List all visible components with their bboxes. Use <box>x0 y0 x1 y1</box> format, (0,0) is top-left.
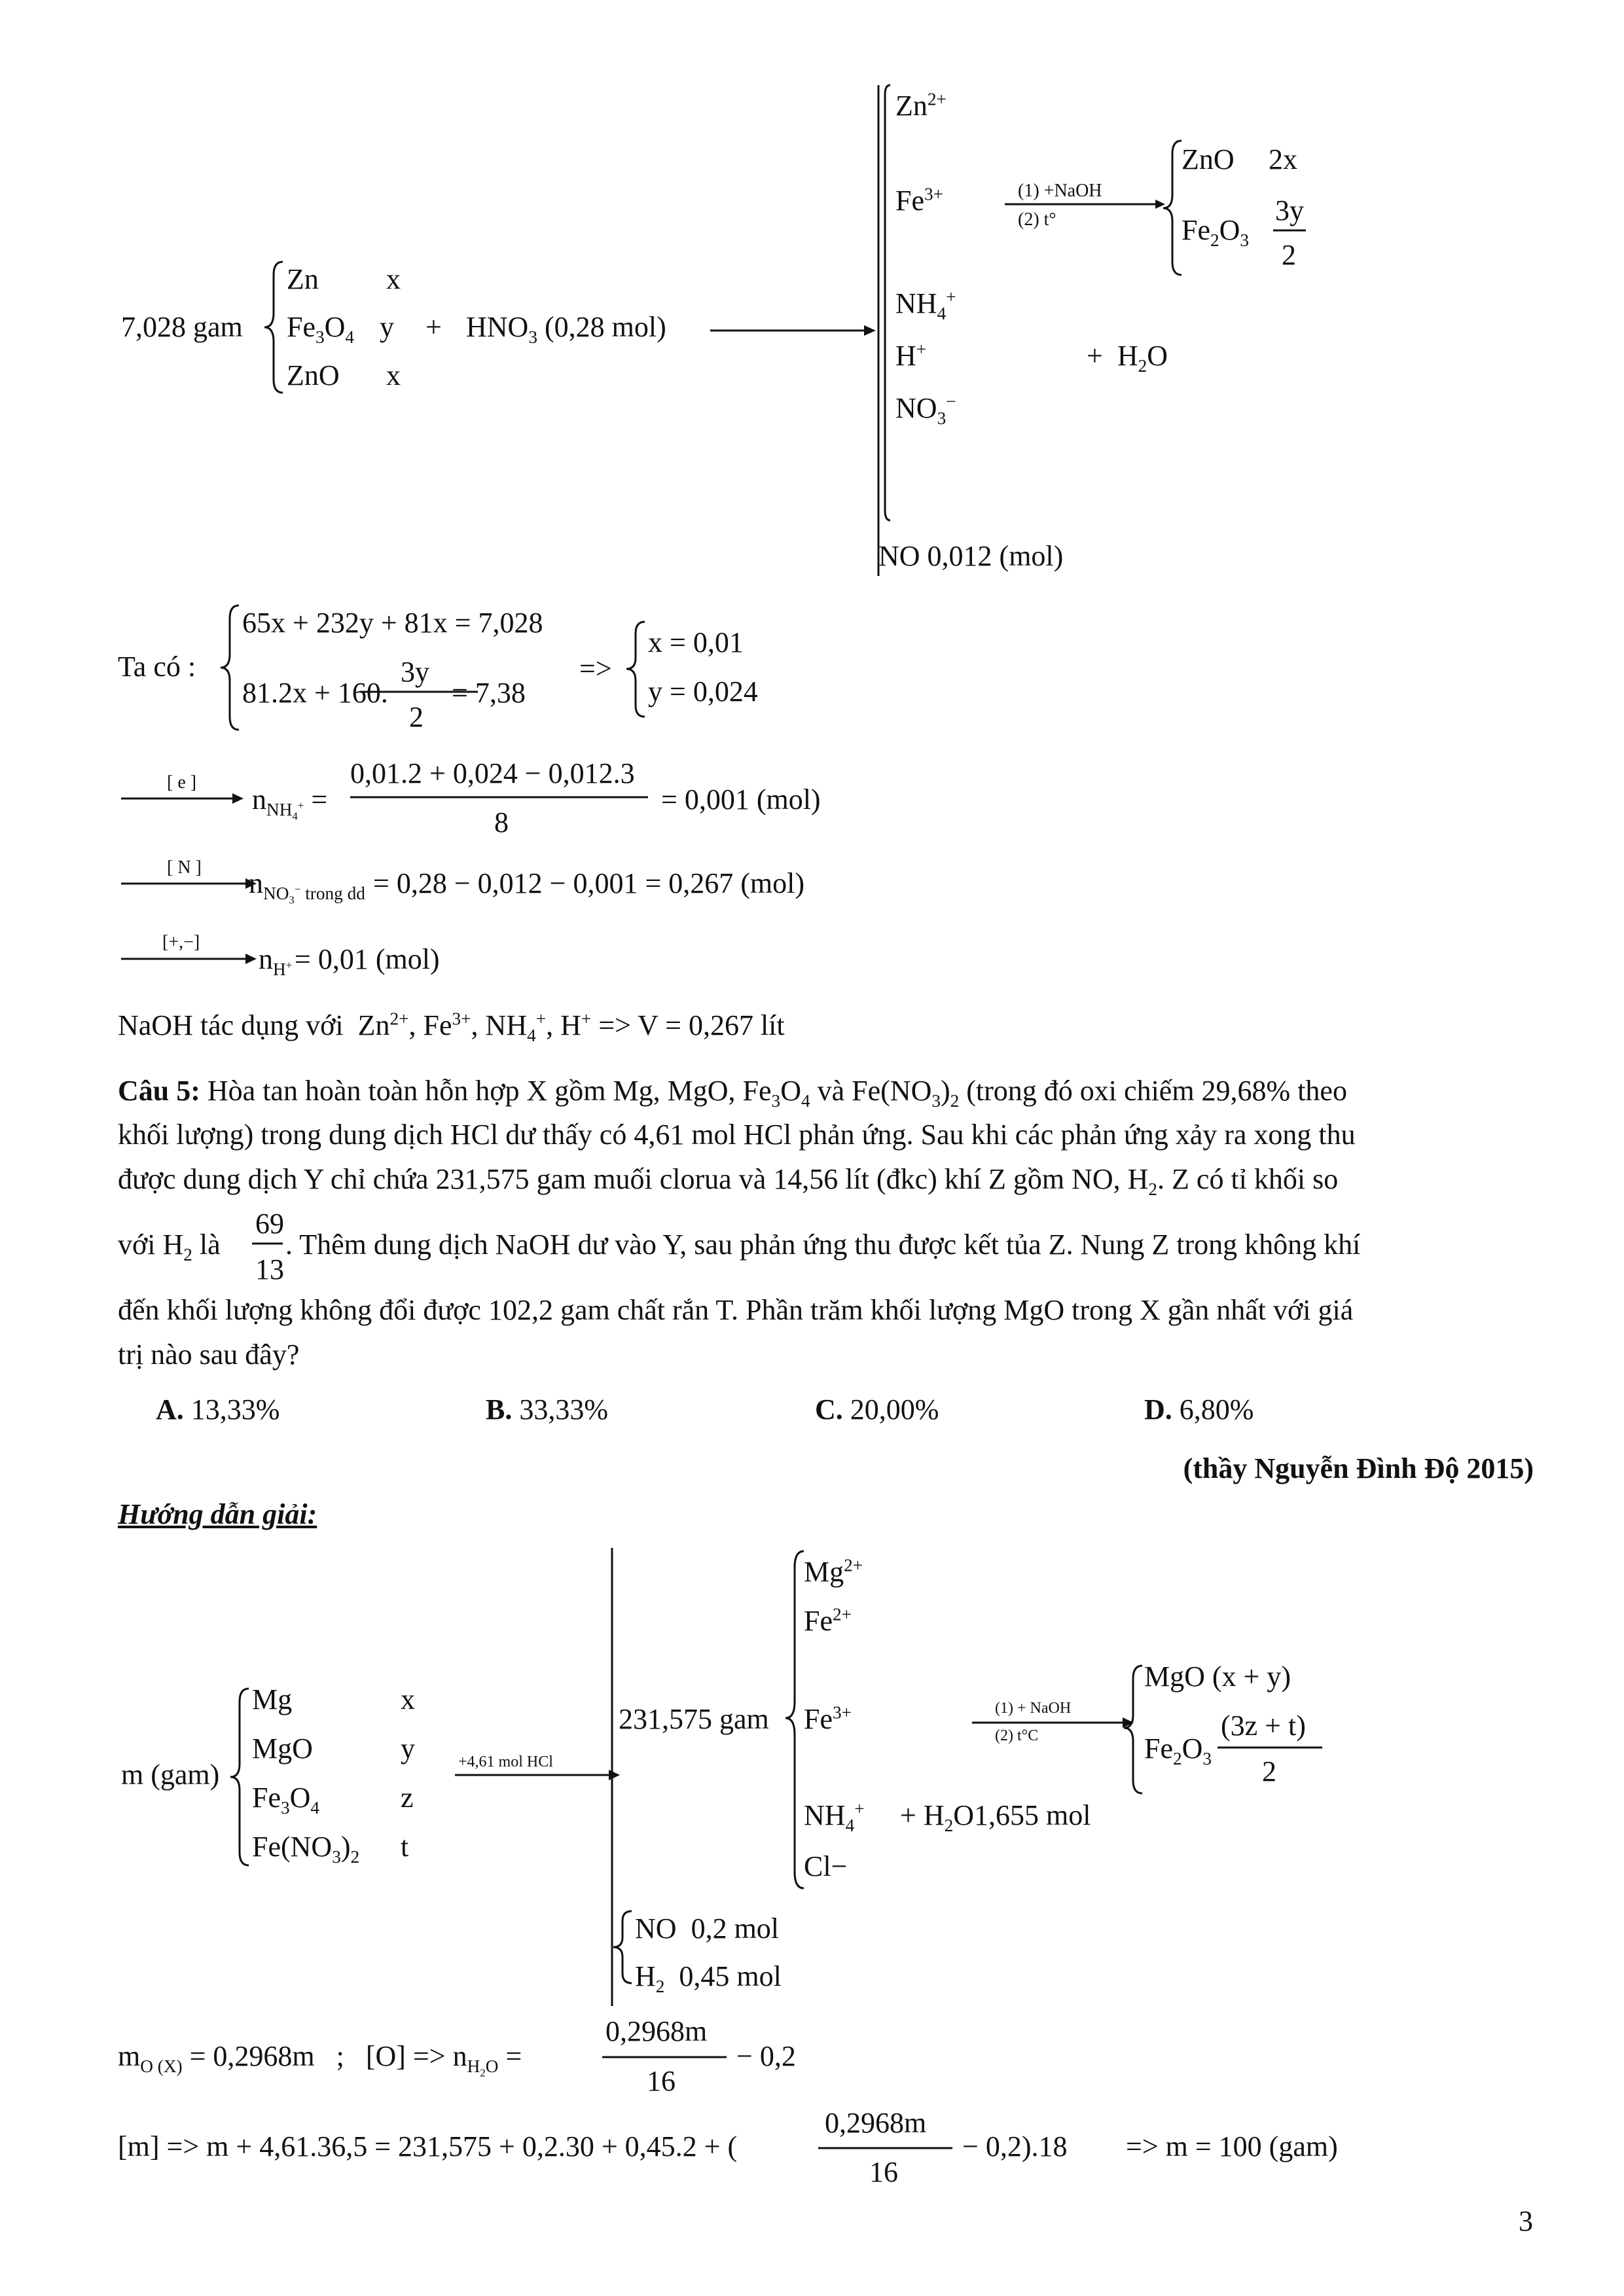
eq1-product-den: 2 <box>1282 239 1296 271</box>
eq1-amount-x: x <box>386 263 401 295</box>
eq1-arrow-bot: (2) t° <box>1018 209 1056 230</box>
eq2-product-fe2o3: $Fe_2O_3$ <box>1144 1732 1212 1768</box>
eq2-arrow-top: (1) + NaOH <box>995 1700 1072 1717</box>
final-mo: $m_{O (X)} = 0,2968m$ ; $[O] => n_{H_2O}$ = <box>118 2040 522 2079</box>
calc-c-label: [+,−] <box>162 932 200 952</box>
question-line3: được dung dịch Y chỉ chứa 231,575 gam muối clorua và 14,56 lít (đkc) khí Z gồm NO, $H_2$. Z có tỉ khối so <box>118 1163 1339 1199</box>
eq1-product-zno-amount: 2x <box>1269 143 1297 175</box>
question-frac-den: 13 <box>255 1253 284 1285</box>
eq1-acid: $HNO_3$ (0,28 mol) <box>466 311 666 347</box>
question-line6: trị nào sau đây? <box>118 1338 300 1371</box>
eq1-plus: + <box>425 311 442 343</box>
eq2-salt-mass: 231,575 gam <box>619 1703 769 1735</box>
question-line4-pre: với $H_2$ là <box>118 1229 221 1265</box>
eq1-ion-h: H+ <box>895 339 927 372</box>
source: (thầy Nguyễn Đình Độ 2015) <box>1183 1452 1534 1484</box>
question-line2: khối lượng) trong dung dịch HCl dư thấy có 4,61 mol HCl phản ứng. Sau khi các phản ứng xảy ra xong thu <box>118 1119 1356 1151</box>
calc-n-expr: = 0,28 − 0,012 − 0,001 = 0,267 (mol) <box>373 867 805 899</box>
eq2-reactant-mg: Mg <box>252 1683 293 1715</box>
eq2-ion-nh4: $NH_4^+$ <box>804 1799 865 1835</box>
eq1-mass: 7,028 gam <box>121 311 243 343</box>
calc-e-num: 0,01.2 + 0,024 − 0,012.3 <box>350 757 635 789</box>
final-m-den: 16 <box>869 2156 898 2188</box>
page-number: 3 <box>1519 2205 1533 2237</box>
final-m-tail: − 0,2).18 <box>962 2130 1068 2162</box>
eq2-product-mgo: MgO (x + y) <box>1144 1660 1291 1693</box>
eq2-water: + $H_2O1,655$ mol <box>900 1799 1091 1835</box>
eq2-amount-t: t <box>401 1831 409 1863</box>
eq2-product-num: (3z + t) <box>1221 1710 1306 1742</box>
guide-heading: Hướng dẫn giải: <box>118 1498 317 1530</box>
eq2-arrow-bot: (2) t°C <box>995 1727 1039 1744</box>
option-b: B. 33,33% <box>486 1393 609 1426</box>
eq1-ion-fe: $Fe^{3+}$ <box>895 184 944 217</box>
eq2-arrow-label: +4,61 mol HCl <box>458 1753 553 1770</box>
option-c: C. 20,00% <box>815 1393 939 1426</box>
eq1-water: + $H_2O$ <box>1087 340 1168 376</box>
question-line4-post: . Thêm dung dịch NaOH dư vào Y, sau phản ứng thu được kết tủa Z. Nung Z trong không khí <box>285 1229 1361 1261</box>
system1-sol2: y = 0,024 <box>648 675 758 708</box>
eq2-reactant-mgo: MgO <box>252 1732 313 1765</box>
option-d: D. 6,80% <box>1144 1393 1254 1426</box>
question-label: Câu 5: <box>118 1075 200 1107</box>
system1-line2-right: = 7,38 <box>452 677 526 709</box>
option-a: A. 13,33% <box>156 1393 280 1426</box>
final-m-pre: [m] => m + 4,61.36,5 = 231,575 + 0,2.30 + 0,45.2 + ( <box>118 2130 738 2162</box>
calc-e-label: [ e ] <box>167 772 197 793</box>
eq2-product-den: 2 <box>1262 1755 1276 1787</box>
eq1-product-num: 3y <box>1275 194 1304 226</box>
calc-c-expr: = 0,01 (mol) <box>295 943 440 975</box>
system1-line2-num: 3y <box>401 656 429 688</box>
calc-c-var: $n_{H^+}$ <box>259 943 293 979</box>
eq2-reactant-feno3: $Fe(NO_3)_2$ <box>252 1831 360 1867</box>
final-m-num: 0,2968m <box>825 2107 927 2139</box>
eq1-arrow-top: (1) +NaOH <box>1018 181 1102 201</box>
system1-line2-left: 81.2x + 160. <box>242 677 388 709</box>
eq2-amount-y: y <box>401 1732 415 1765</box>
eq1-amount-x2: x <box>386 359 401 391</box>
question-line1: Câu 5: Hòa tan hoàn toàn hỗn hợp X gồm Mg, MgO, $Fe_3O_4$ và $Fe(NO_3)_2$ (trong đó oxi chiếm 29,68% theo <box>118 1075 1347 1111</box>
calc-e-result: = 0,001 (mol) <box>661 783 821 816</box>
eq1-reactant-fe3o4: $Fe_3O_4$ <box>287 311 355 347</box>
eq2-reactant-fe3o4: $Fe_3O_4$ <box>252 1782 320 1818</box>
eq2-gas-no: NO 0,2 mol <box>635 1912 780 1945</box>
eq2-amount-x: x <box>401 1683 415 1715</box>
system1-line2-den: 2 <box>409 701 424 733</box>
eq1-ion-nh4: $NH_4^+$ <box>895 287 956 323</box>
final-m-result: => m = 100 (gam) <box>1126 2130 1338 2162</box>
naoh-line: NaOH tác dụng với $Zn^{2+}$, $Fe^{3+}$, $NH_4^+$, H+ => V = 0,267 lít <box>118 1009 785 1045</box>
eq2-ion-cl: Cl− <box>804 1850 848 1882</box>
final-mo-den: 16 <box>647 2065 676 2097</box>
eq1-amount-y: y <box>380 311 394 343</box>
eq2-gas-h2: $H_2$ 0,45 mol <box>635 1960 782 1996</box>
eq2-amount-z: z <box>401 1782 414 1814</box>
system1-label: Ta có : <box>118 651 196 683</box>
calc-n-label: [ N ] <box>167 857 202 878</box>
eq2-ion-fe2: $Fe^{2+}$ <box>804 1604 852 1637</box>
system1-sol1: x = 0,01 <box>648 626 744 658</box>
system1-implies: => <box>579 653 612 685</box>
final-mo-num: 0,2968m <box>605 2015 708 2047</box>
eq2-ion-fe3: $Fe^{3+}$ <box>804 1702 852 1735</box>
calc-e-n: $n_{NH_4^+}$ = <box>252 783 328 823</box>
eq2-ion-mg: $Mg^{2+}$ <box>804 1555 863 1588</box>
question-frac-num: 69 <box>255 1208 284 1240</box>
question-line5: đến khối lượng không đổi được 102,2 gam chất rắn T. Phần trăm khối lượng MgO trong X gần nhất với giá <box>118 1294 1354 1326</box>
eq1-ion-zn: $Zn^{2+}$ <box>895 89 947 122</box>
eq1-reactant-zno: ZnO <box>287 359 340 391</box>
eq1-product-zno: ZnO <box>1182 143 1235 175</box>
eq1-gas: NO 0,012 (mol) <box>878 540 1064 572</box>
system1-line1: 65x + 232y + 81x = 7,028 <box>242 607 543 639</box>
eq1-product-fe2o3: $Fe_2O_3$ <box>1182 214 1250 250</box>
eq2-mass: m (gam) <box>121 1759 220 1791</box>
eq1-ion-no3: $NO_3^-$ <box>895 391 956 428</box>
eq1-reactant-zn: Zn <box>287 263 319 295</box>
calc-n-var: $n_{NO_3^- trong dd}$ <box>249 867 365 906</box>
final-mo-tail: − 0,2 <box>736 2040 796 2072</box>
calc-e-den: 8 <box>494 806 509 838</box>
